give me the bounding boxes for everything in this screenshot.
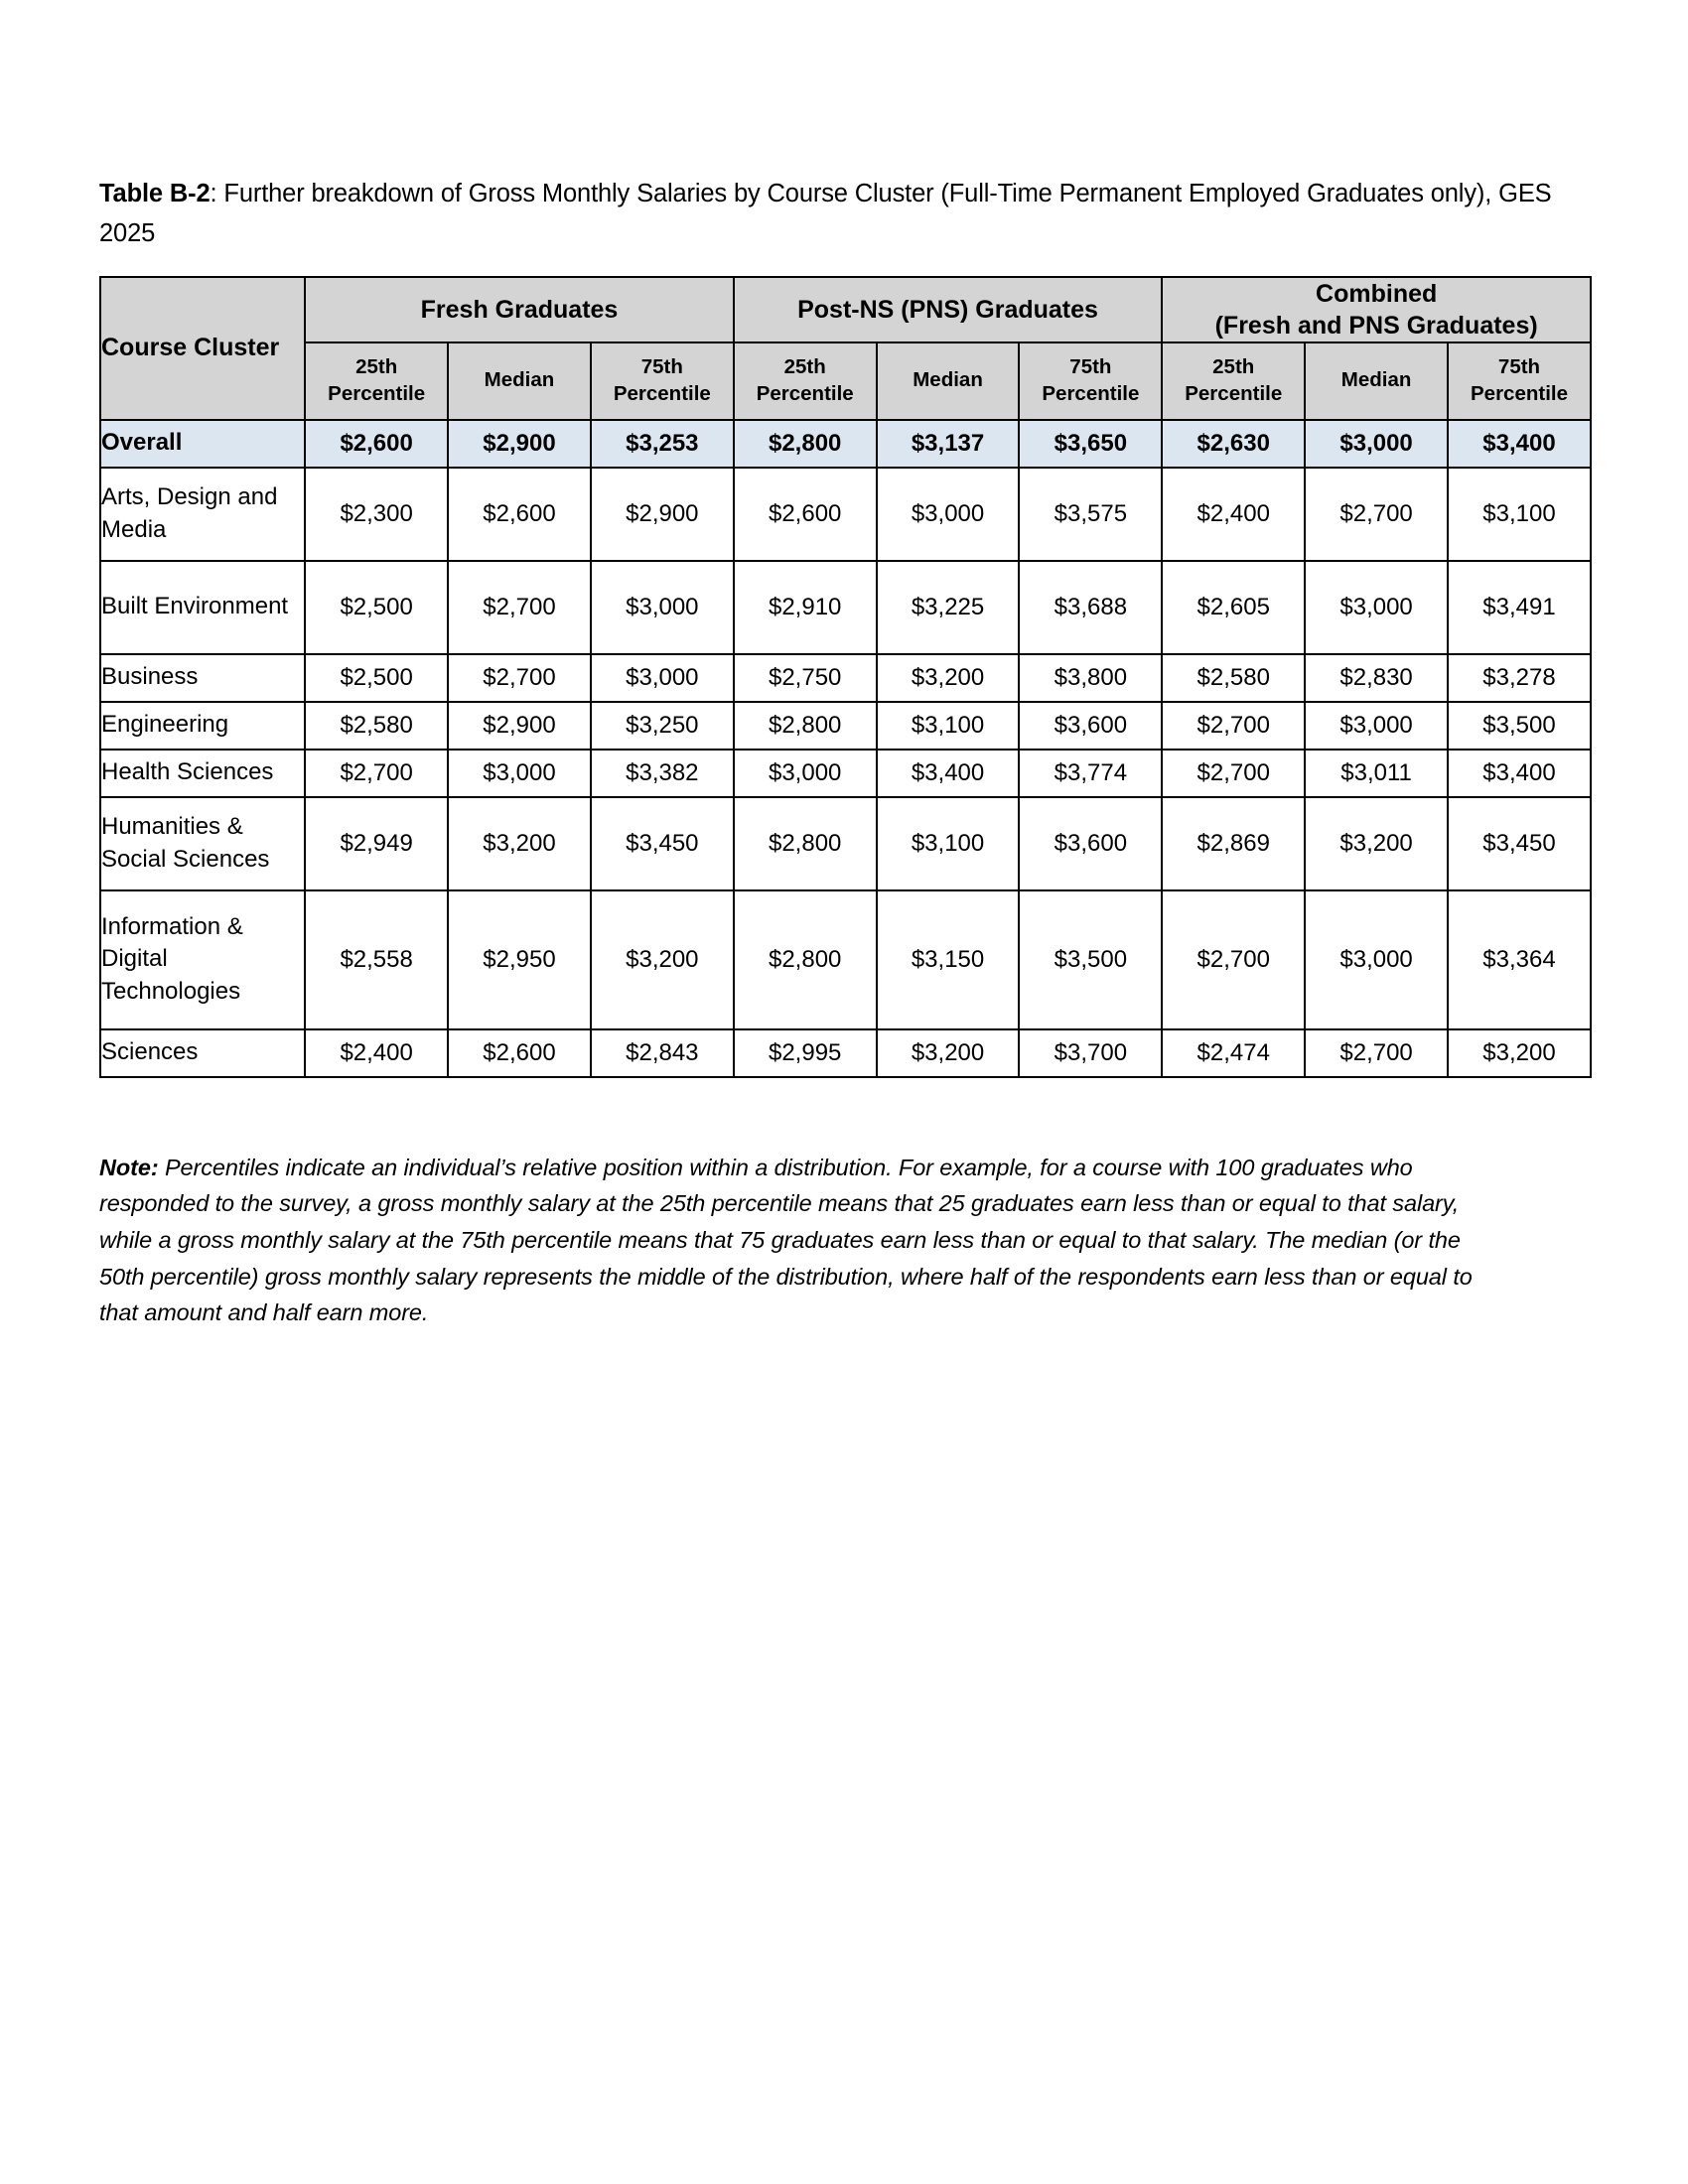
- data-cell: $3,650: [1019, 420, 1162, 468]
- header-fresh-p75: [591, 342, 734, 420]
- row-label-cell: Humanities & Social Sciences: [100, 797, 305, 890]
- header-combined-median-line1: Median: [1340, 368, 1412, 392]
- header-fresh-p25-line2: Percentile: [328, 381, 426, 405]
- header-combined-p25-line1: 25th: [1212, 354, 1255, 378]
- data-cell: $3,800: [1019, 654, 1162, 702]
- table-note-label: Note:: [99, 1154, 159, 1180]
- table-row: [100, 702, 1591, 750]
- data-cell: $3,278: [1448, 654, 1591, 702]
- data-cell: $2,605: [1162, 561, 1305, 654]
- data-cell: $2,900: [591, 468, 734, 561]
- data-cell: $3,500: [1019, 890, 1162, 1029]
- data-cell: $2,900: [448, 420, 591, 468]
- data-cell: $2,700: [1162, 750, 1305, 797]
- data-cell: $3,100: [877, 797, 1020, 890]
- data-cell: $2,869: [1162, 797, 1305, 890]
- data-cell: $2,630: [1162, 420, 1305, 468]
- header-pns-p25-line1: 25th: [783, 354, 826, 378]
- data-cell: $2,830: [1305, 654, 1448, 702]
- table-caption-text: : Further breakdown of Gross Monthly Salaries by Course Cluster (Full-Time Permanent Employed Graduates only), GES 2025: [99, 180, 1552, 248]
- table-caption: [99, 174, 1569, 254]
- row-label-cell: Sciences: [100, 1029, 305, 1077]
- data-cell: $2,600: [734, 468, 877, 561]
- data-cell: $3,364: [1448, 890, 1591, 1029]
- data-cell: $3,500: [1448, 702, 1591, 750]
- header-group-pns: Post-NS (PNS) Graduates: [734, 277, 1163, 342]
- table-caption-label: Table B-2: [99, 180, 211, 207]
- data-cell: $3,400: [1448, 420, 1591, 468]
- row-label-cell: Health Sciences: [100, 750, 305, 797]
- table-row: [100, 890, 1591, 1029]
- data-cell: $3,000: [1305, 702, 1448, 750]
- table-row: [100, 654, 1591, 702]
- data-cell: $3,253: [591, 420, 734, 468]
- data-cell: $2,580: [1162, 654, 1305, 702]
- data-cell: $3,575: [1019, 468, 1162, 561]
- data-cell: $3,200: [1448, 1029, 1591, 1077]
- header-row-groups: [100, 277, 1591, 342]
- data-cell: $3,137: [877, 420, 1020, 468]
- data-cell: $3,200: [448, 797, 591, 890]
- header-pns-p75-line1: 75th: [1069, 354, 1112, 378]
- table-row: [100, 420, 1591, 468]
- data-cell: $3,382: [591, 750, 734, 797]
- header-pns-median: [877, 342, 1020, 420]
- data-cell: $3,400: [877, 750, 1020, 797]
- data-cell: $2,700: [1305, 1029, 1448, 1077]
- data-cell: $3,250: [591, 702, 734, 750]
- header-course-cluster: Course Cluster: [100, 277, 305, 420]
- data-cell: $2,950: [448, 890, 591, 1029]
- data-cell: $2,700: [448, 561, 591, 654]
- header-pns-p75: [1019, 342, 1162, 420]
- data-cell: $2,800: [734, 797, 877, 890]
- data-cell: $2,910: [734, 561, 877, 654]
- data-cell: $3,000: [591, 561, 734, 654]
- data-cell: $3,600: [1019, 797, 1162, 890]
- data-cell: $3,450: [591, 797, 734, 890]
- header-fresh-p25-line1: 25th: [355, 354, 398, 378]
- data-cell: $2,800: [734, 420, 877, 468]
- data-cell: $2,600: [448, 468, 591, 561]
- data-cell: $3,000: [448, 750, 591, 797]
- data-cell: $2,900: [448, 702, 591, 750]
- data-cell: $3,000: [1305, 420, 1448, 468]
- data-cell: $2,700: [1162, 890, 1305, 1029]
- table-note-text: Percentiles indicate an individual’s relative position within a distribution. For example, for a course with 100 graduates who responded to the survey, a gross monthly salary at the 25th percentile means that 25 graduates earn less than or equal to that salary, while a gross monthly salary at the 75th percentile means that 75 graduates earn less than or equal to that salary. The median (or the 50th percentile) gross monthly salary represents the middle of the distribution, where half of the respondents earn less than or equal to that amount and half earn more.: [99, 1154, 1473, 1326]
- row-label-cell: Arts, Design and Media: [100, 468, 305, 561]
- table-head: [100, 277, 1591, 420]
- data-cell: $2,700: [305, 750, 448, 797]
- data-cell: $2,600: [448, 1029, 591, 1077]
- data-cell: $2,400: [305, 1029, 448, 1077]
- data-cell: $3,225: [877, 561, 1020, 654]
- header-group-combined: [1162, 277, 1591, 342]
- data-cell: $3,000: [1305, 561, 1448, 654]
- data-cell: $2,995: [734, 1029, 877, 1077]
- data-cell: $2,580: [305, 702, 448, 750]
- table-body: [100, 420, 1591, 1077]
- header-pns-median-line1: Median: [913, 368, 983, 392]
- row-label-cell: Business: [100, 654, 305, 702]
- header-row-subcolumns: [100, 342, 1591, 420]
- data-cell: $3,000: [591, 654, 734, 702]
- data-cell: $3,200: [1305, 797, 1448, 890]
- table-row: [100, 1029, 1591, 1077]
- data-cell: $3,100: [1448, 468, 1591, 561]
- header-pns-p75-line2: Percentile: [1042, 381, 1140, 405]
- header-fresh-p75-line2: Percentile: [613, 381, 711, 405]
- data-cell: $3,011: [1305, 750, 1448, 797]
- data-cell: $3,200: [877, 1029, 1020, 1077]
- row-label-cell: Information & Digital Technologies: [100, 890, 305, 1029]
- row-label-cell: Built Environment: [100, 561, 305, 654]
- header-fresh-p75-line1: 75th: [640, 354, 683, 378]
- data-cell: $3,000: [877, 468, 1020, 561]
- header-combined-median: [1305, 342, 1448, 420]
- data-cell: $3,150: [877, 890, 1020, 1029]
- data-cell: $3,200: [591, 890, 734, 1029]
- header-combined-p75: [1448, 342, 1591, 420]
- header-pns-p25-line2: Percentile: [756, 381, 854, 405]
- data-cell: $3,000: [734, 750, 877, 797]
- data-cell: $3,000: [1305, 890, 1448, 1029]
- header-pns-p25: [734, 342, 877, 420]
- data-cell: $2,750: [734, 654, 877, 702]
- header-combined-p75-line1: 75th: [1497, 354, 1541, 378]
- table-row: [100, 797, 1591, 890]
- salary-breakdown-table: [99, 276, 1592, 1078]
- table-row: [100, 750, 1591, 797]
- header-combined-p75-line2: Percentile: [1471, 381, 1568, 405]
- data-cell: $2,400: [1162, 468, 1305, 561]
- data-cell: $2,700: [1305, 468, 1448, 561]
- data-cell: $2,949: [305, 797, 448, 890]
- data-cell: $3,200: [877, 654, 1020, 702]
- data-cell: $2,600: [305, 420, 448, 468]
- row-label-cell: Overall: [100, 420, 305, 468]
- data-cell: $2,843: [591, 1029, 734, 1077]
- data-cell: $2,800: [734, 702, 877, 750]
- data-cell: $2,700: [448, 654, 591, 702]
- data-cell: $2,700: [1162, 702, 1305, 750]
- data-cell: $3,600: [1019, 702, 1162, 750]
- table-row: [100, 561, 1591, 654]
- row-label-cell: Engineering: [100, 702, 305, 750]
- header-combined-p25: [1162, 342, 1305, 420]
- header-fresh-median-line1: Median: [484, 368, 555, 392]
- data-cell: $2,474: [1162, 1029, 1305, 1077]
- data-cell: $3,491: [1448, 561, 1591, 654]
- data-cell: $3,100: [877, 702, 1020, 750]
- data-cell: $3,700: [1019, 1029, 1162, 1077]
- data-cell: $2,558: [305, 890, 448, 1029]
- header-combined-p25-line2: Percentile: [1185, 381, 1283, 405]
- data-cell: $3,400: [1448, 750, 1591, 797]
- header-group-combined-line2: (Fresh and PNS Graduates): [1214, 311, 1538, 340]
- data-cell: $2,800: [734, 890, 877, 1029]
- data-cell: $2,300: [305, 468, 448, 561]
- data-cell: $2,500: [305, 561, 448, 654]
- header-group-combined-line1: Combined: [1316, 279, 1438, 308]
- data-cell: $3,688: [1019, 561, 1162, 654]
- header-fresh-median: [448, 342, 591, 420]
- data-cell: $3,450: [1448, 797, 1591, 890]
- header-group-fresh: Fresh Graduates: [305, 277, 734, 342]
- data-cell: $3,774: [1019, 750, 1162, 797]
- data-cell: $2,500: [305, 654, 448, 702]
- table-row: [100, 468, 1591, 561]
- header-fresh-p25: [305, 342, 448, 420]
- table-note: [99, 1150, 1509, 1331]
